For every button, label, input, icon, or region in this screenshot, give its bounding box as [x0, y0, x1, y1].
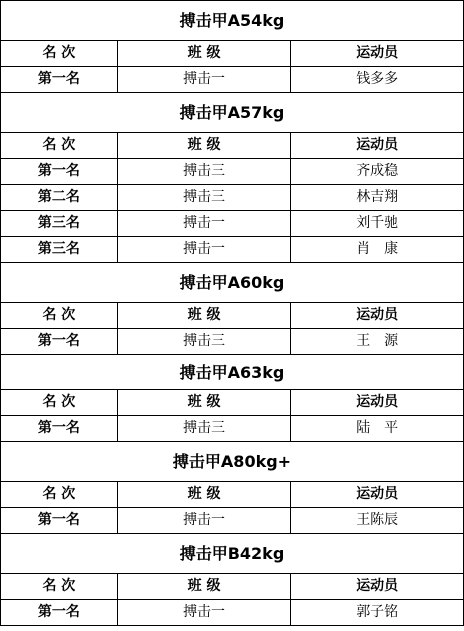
header-rank: 名 次 [1, 133, 118, 158]
table-row [1, 329, 464, 355]
header-athlete: 运动员 [291, 390, 464, 415]
header-athlete: 运动员 [291, 41, 464, 66]
table-header-row [1, 390, 464, 416]
athlete-cell: 林吉翔 [291, 185, 464, 210]
header-rank: 名 次 [1, 390, 118, 415]
section-title: 搏击甲A60kg [1, 263, 464, 303]
header-athlete: 运动员 [291, 482, 464, 507]
class-cell: 搏击一 [118, 508, 292, 533]
rank-cell: 第二名 [1, 185, 118, 210]
header-class: 班 级 [118, 303, 292, 328]
athlete-cell: 齐成稳 [291, 159, 464, 184]
header-class: 班 级 [118, 482, 292, 507]
table-row [1, 67, 464, 93]
rank-cell: 第一名 [1, 416, 118, 441]
rank-cell: 第一名 [1, 159, 118, 184]
rank-cell: 第一名 [1, 508, 118, 533]
section-title: 搏击甲B42kg [1, 534, 464, 574]
class-cell: 搏击三 [118, 329, 292, 354]
table-row [1, 600, 464, 626]
class-cell: 搏击三 [118, 185, 292, 210]
header-rank: 名 次 [1, 574, 118, 599]
athlete-cell: 陆 平 [291, 416, 464, 441]
table-row [1, 185, 464, 211]
table-header-row [1, 133, 464, 159]
class-cell: 搏击三 [118, 416, 292, 441]
rank-cell: 第一名 [1, 600, 118, 625]
athlete-cell: 钱多多 [291, 67, 464, 92]
header-athlete: 运动员 [291, 574, 464, 599]
class-cell: 搏击三 [118, 159, 292, 184]
header-class: 班 级 [118, 41, 292, 66]
athlete-cell: 肖 康 [291, 237, 464, 262]
table-row [1, 508, 464, 534]
table-header-row [1, 574, 464, 600]
rank-cell: 第一名 [1, 67, 118, 92]
table-row [1, 237, 464, 263]
table-row [1, 416, 464, 442]
header-class: 班 级 [118, 574, 292, 599]
athlete-cell: 刘千驰 [291, 211, 464, 236]
athlete-cell: 王陈辰 [291, 508, 464, 533]
athlete-cell: 郭子铭 [291, 600, 464, 625]
rank-cell: 第一名 [1, 329, 118, 354]
section-title: 搏击甲A54kg [1, 1, 464, 41]
section-title: 搏击甲A63kg [1, 355, 464, 390]
athlete-cell: 王 源 [291, 329, 464, 354]
rank-cell: 第三名 [1, 237, 118, 262]
header-athlete: 运动员 [291, 133, 464, 158]
header-athlete: 运动员 [291, 303, 464, 328]
table-row [1, 159, 464, 185]
table-header-row [1, 482, 464, 508]
header-class: 班 级 [118, 133, 292, 158]
section-title: 搏击甲A57kg [1, 93, 464, 133]
table-header-row [1, 41, 464, 67]
header-rank: 名 次 [1, 482, 118, 507]
class-cell: 搏击一 [118, 237, 292, 262]
class-cell: 搏击一 [118, 67, 292, 92]
class-cell: 搏击一 [118, 600, 292, 625]
table-header-row [1, 303, 464, 329]
section-title: 搏击甲A80kg+ [1, 442, 464, 482]
table-row [1, 211, 464, 237]
header-rank: 名 次 [1, 41, 118, 66]
header-rank: 名 次 [1, 303, 118, 328]
class-cell: 搏击一 [118, 211, 292, 236]
header-class: 班 级 [118, 390, 292, 415]
rank-cell: 第三名 [1, 211, 118, 236]
